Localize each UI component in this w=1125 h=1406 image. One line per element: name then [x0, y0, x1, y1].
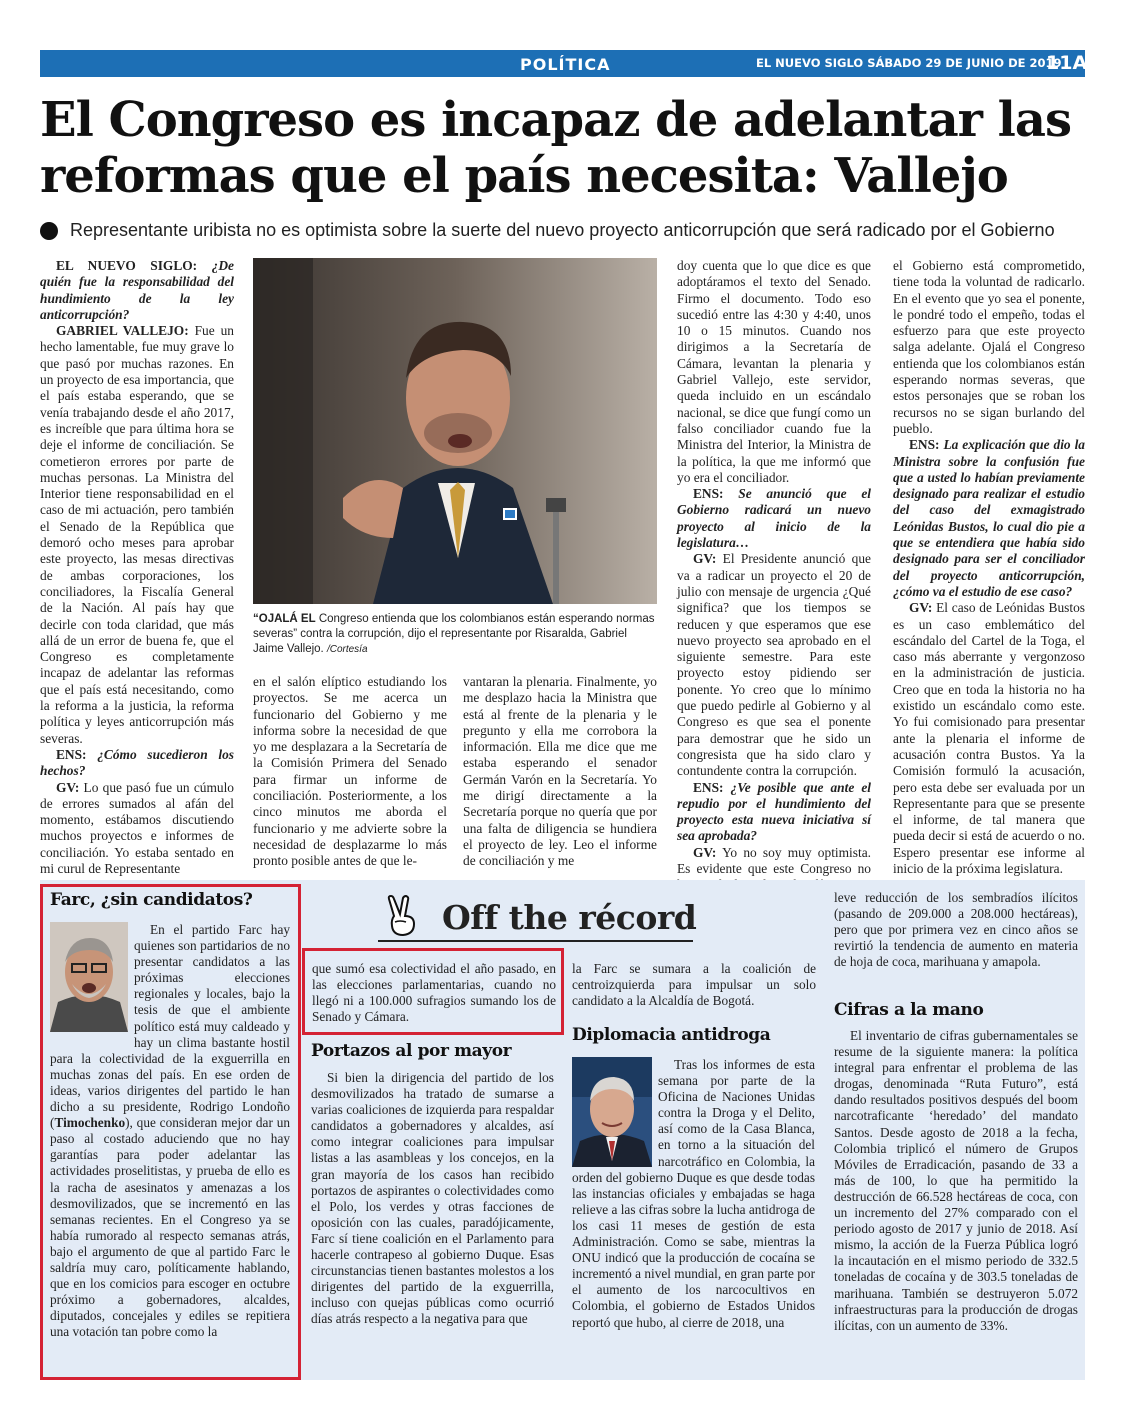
off-the-record-title: Off the récord: [442, 898, 697, 937]
speaker: GV:: [909, 600, 933, 616]
question: ¿Ve posible que ante el repudio por el hundimiento del proyecto esta nueva iniciativa sí sea aprobada?: [677, 779, 871, 844]
speaker: GV:: [56, 779, 80, 795]
cifras-text: El inventario de cifras gubernamentales se resume de la siguiente manera: la política integral para enfrentar el problema de las drogas, denominada “Ruta Futuro”, está dando resultados positivos después del boom narcotraficante ‘heredado’ del mandato Santos. Desde agosto de 2018 a la fecha, Colombia triplicó el número de Grupos Móviles de Erradicación, pasando de 33 a más de 100, lo que ha permitido la destrucción de 66.528 hectáreas de coca, con un incremento del 27% comparado con el periodo agosto de 2017 y junio de 2018. Así mismo, la acción de la Fuerza Pública logró la incautación en el mismo periodo de 332.5 toneladas de cocaína y de 303.5 toneladas de marihuana. También se destruyeron 5.072 infraestructuras para la producción de drogas ilícitas, con un aumento de 33%.: [834, 1028, 1078, 1333]
portazos-continuation: la Farc se sumara a la coalición de centroizquierda para impulsar un solo candidato a la Alcaldía de Bogotá.: [572, 961, 816, 1009]
answer: Fue un hecho lamentable, fue muy grave lo que pasó por muchas razones. En un proyecto de esa importancia, que el país estaba esperando, que se venía trabajando desde el año 2017, es increíble que para última hora se deje el informe de conciliación. Se cometieron errores por parte de muchas personas. La Ministra del Interior tiene responsabilidad en el caso de mi actuación, pero también el Senado de la República que demoró ocho meses para aprobar este proyecto, las mesas directivas de ambas corporaciones, los conciliadores, la Fiscalía General de la Nación. Al país hay que decirle con toda claridad, que más allá de un error de buena fe, que el Congreso es completamente incapaz de adelantar las reformas que el país está necesitando, como la reforma a la justicia, la reforma política y leyes anticorrupción más severas.: [40, 323, 235, 746]
answer: Yo no soy muy optimista. Es evidente que este Congreso no: [677, 844, 871, 876]
diplomacia-text: Tras los informes de esta semana por parte de la Oficina de Naciones Unidas contra la Droga y el Delito, así como de la Casa Blanca, en torno a la situación del narcotráfico en Colombia, la orden del gobierno Duque es que desde todas las instancias oficiales y embajadas se haga relieve a las cifras sobre la lucha antidroga de los casi 11 meses de gestión de esta Administración. Como se sabe, mientras la ONU indicó que la producción de cocaína se incrementó a nivel mundial, en gran parte por el aumento de los narcocultivos en Colombia, el gobierno de Estados Unidos reportó que hubo, al cierre de 2018, una: [572, 1057, 815, 1330]
article-column-3: [463, 674, 657, 869]
farc-text-2: ), que consideran mejor dar un paso al costado aduciendo que no hay garantías para poder adelantar las actividades proselitistas, y prueba de ello es la racha de asesinatos y amenazas a los desmovilizados, que se incrementó en las semanas recientes. En el Congreso ya se había rumorado al respecto semanas atrás, bajo el argumento de que al partido Farc le saldría muy caro, políticamente hablando, que en los comicios para escoger en octubre próximo a gobernadores, alcaldes, diputados, concejales y ediles se repitiera una votación tan pobre como la: [50, 1115, 290, 1340]
column-5-text: el Gobierno está comprometido, tiene toda la voluntad de radicarlo. En el evento que yo sea el ponente, le pondré todo el empeño, todas el esfuerzo para que este proyecto salga adelante. Ojalá el Congreso entienda que los colombianos están esperando normas severas, que estos personajes que se roban los recursos no se sigan burlando del pueblo.: [893, 258, 1085, 436]
publication-date: SÁBADO 29 DE JUNIO DE 2019: [867, 56, 1062, 70]
farc-text-1: En el partido Farc hay quienes son partidarios de no presentar candidatos a las próximas elecciones regionales y locales, bajo la tesis de que el ambiente político está muy caldeado y hay un clima bastante hostil para la colectividad de la exguerrilla en muchas zonas del país. En ese orden de ideas, varios dirigentes del partido le han dicho a su presidente, Rodrigo Londoño (: [50, 922, 290, 1131]
speaker: ENS:: [56, 746, 87, 762]
article-column-2: [253, 674, 447, 869]
speaker: ENS:: [693, 779, 724, 795]
article-headline: El Congreso es incapaz de adelantar las reformas que el país necesita: Vallejo: [40, 92, 1072, 204]
photo-caption: [253, 612, 657, 657]
portrait-wrap-spacer: [572, 1057, 658, 1169]
farc-continuation: que sumó esa colectividad el año pasado, en las elecciones parlamentarias, cuando no llegó ni a 100.000 sufragios sumando los de Senado y Cámara.: [312, 961, 556, 1025]
answer: El Presidente anunció que va a radicar un proyecto el 20 de julio con mensaje de urgencia ¿Qué significa? que los tiempos se reducen y que esperamos que ese nuevo proyecto sea aprobado en el siguiente semestre. Para este proyecto estoy pidiendo ser ponente. Yo creo que lo mínimo que puedo pedirle al Gobierno y al Congreso es que sea el ponente para demostrar que he sido un congresista que ha sido claro y contundente contra la corrupción.: [677, 551, 871, 779]
column-3-text: vantaran la plenaria. Finalmente, yo me desplazo hacia la Ministra que está al frente de la plenaria y le pregunto y ella me corrobora la información. Ella me dice que me estaba esperando el senador Germán Varón en la Secretaría. Yo me dirigí directamente a la Secretaría porque no quería que por una falta de diligencia se hundiera el proyecto de ley. Leo el informe de conciliación y me: [463, 674, 657, 869]
caption-credit: /Cortesía: [326, 644, 368, 655]
portazos-item-title: Portazos al por mayor: [311, 1041, 512, 1061]
farc-item-title: Farc, ¿sin candidatos?: [50, 890, 253, 910]
portrait-wrap-spacer: [50, 922, 134, 1036]
article-column-4: [677, 258, 871, 876]
question: La explicación que dio la Ministra sobre la confusión fue que a usted lo habían previamente designado para realizar el estudio del caso del exmagistrado Leónidas Bustos, lo cual dio pie a que se entendiera que había sido designado para ser el conciliador del proyecto anticorrupción, ¿cómo va el estudio de ese caso?: [893, 437, 1085, 599]
farc-nickname: Timochenko: [54, 1115, 126, 1131]
section-name: POLÍTICA: [520, 55, 611, 74]
article-deck: Representante uribista no es optimista sobre la suerte del nuevo proyecto anticorrupción que será radicado por el Gobierno: [70, 220, 1055, 240]
portazos-item-text: [311, 1070, 554, 1370]
answer: El caso de Leónidas Bustos es un caso emblemático del escándalo del Cartel de la Toga, el caso más aberrante y vergonzoso en la administración de justicia. Creo que en toda la historia no ha existido un escándalo como este. Yo fui comisionado para presentar ante la plenaria el informe de acusación contra Bustos. Ya la Comisión formuló la acusación, pero esta debe ser evaluada por un Representante para que se presente el informe, de tal manera que pueda decir si está de acuerdo o no. Espero presentar ese informe al inicio de la próxima legislatura.: [893, 600, 1085, 876]
speaker-photo-illustration: [253, 258, 657, 604]
speaker: GV:: [693, 844, 717, 860]
cifras-item-title: Cifras a la mano: [834, 1000, 984, 1020]
speaker: EL NUEVO SIGLO:: [56, 258, 198, 273]
publication-dateline: [756, 56, 1062, 70]
question: ¿Cómo sucedieron los hechos?: [40, 746, 234, 779]
speaker: GV:: [693, 551, 717, 567]
deck-bullet-icon: [40, 222, 58, 240]
caption-lead: “OJALÁ EL: [253, 613, 316, 625]
question: ¿De quién fue la responsabilidad del hundimiento de la ley anticorrupción?: [40, 258, 234, 322]
article-column-1: [40, 258, 235, 876]
caption-text: Congreso entienda que los colombianos están esperando normas severas” contra la corrupción, dijo el representante por Risaralda, Gabriel Jaime Vallejo.: [253, 613, 655, 655]
question: Se anunció que el Gobierno radicará un nuevo proyecto al inicio de la legislatura…: [677, 486, 871, 551]
speaker: ENS:: [909, 437, 940, 453]
speaker: GABRIEL VALLEJO:: [56, 323, 189, 339]
victory-hand-icon: [384, 896, 420, 936]
vallejo-photo: [253, 258, 657, 604]
portazos-text: Si bien la dirigencia del partido de los desmovilizados ha tratado de sumarse a varias coaliciones de izquierda para respaldar candidatos a gobernadores y alcaldes, así como integrar coaliciones para impulsar listas a las asambleas y los concejos, en la gran mayoría de los casos han recibido portazos de aspirantes o colectividades como el Polo, los verdes y otras facciones de oposición con las cuales, paradójicamente, Farc sí tiene coalición en el Parlamento para hacerle contrapeso al gobierno Duque. Esas circunstancias tienen bastantes molestos a los dirigentes del partido de la exguerrilla, incluso con quejas públicas como ocurrió días atrás respecto a la negativa para que: [311, 1070, 554, 1327]
diplomacia-item-text: [572, 1057, 815, 1373]
article-column-5: [893, 258, 1085, 876]
diplomacia-item-title: Diplomacia antidroga: [572, 1025, 771, 1045]
answer: Lo que pasó fue un cúmulo de errores sumados al afán del momento, estábamos discutiendo muchos proyectos e informes de conciliación. Yo estaba sentado en mi curul de Representante: [40, 779, 234, 876]
portazos-continuation-text: [572, 961, 816, 1011]
cifras-item-text: [834, 1028, 1078, 1373]
title-rule: [378, 940, 693, 942]
publication-name: EL NUEVO SIGLO: [756, 56, 864, 70]
page-number: 11A: [1046, 52, 1088, 74]
farc-continuation-text: [312, 961, 556, 1025]
column-2-text: en el salón elíptico estudiando los proyectos. Se me acerca un funcionario del Gobierno y me informa sobre la necesidad de que yo me desplazara a la Secretaría de la Comisión Primera del Senado para firmar un informe de conciliación. Posteriormente, a los cinco minutos me aborda el funcionario y me advierte sobre la necesidad de desplazarme lo más pronto posible antes de que le-: [253, 674, 447, 869]
column-4-text: doy cuenta que lo que dice es que adoptáramos el texto del Senado. Firmo el documento. Todo eso sucedió entre las 4:30 y 4:40, unos 10 o 15 minutos. Cuando nos dirigimos a la Secretaría de Cámara, levantan la plenaria y Gabriel Vallejo, este servidor, queda incluido en un escándalo nacional, se dice que fungí como un falso conciliador cuando fue la Ministra del Interior, la Ministra de la política, la que me informó que yo era el conciliador.: [677, 258, 871, 485]
farc-item-text: [50, 922, 290, 1372]
diplomacia-continuation: leve reducción de los sembradíos ilícitos (pasando de 209.000 a 208.000 hectáreas), pero que por primera vez en cinco años se revirtió la tendencia de aumento en materia de hoja de coca, marihuana y amapola.: [834, 890, 1078, 970]
diplomacia-continuation-text: [834, 890, 1078, 990]
speaker: ENS:: [693, 486, 724, 502]
